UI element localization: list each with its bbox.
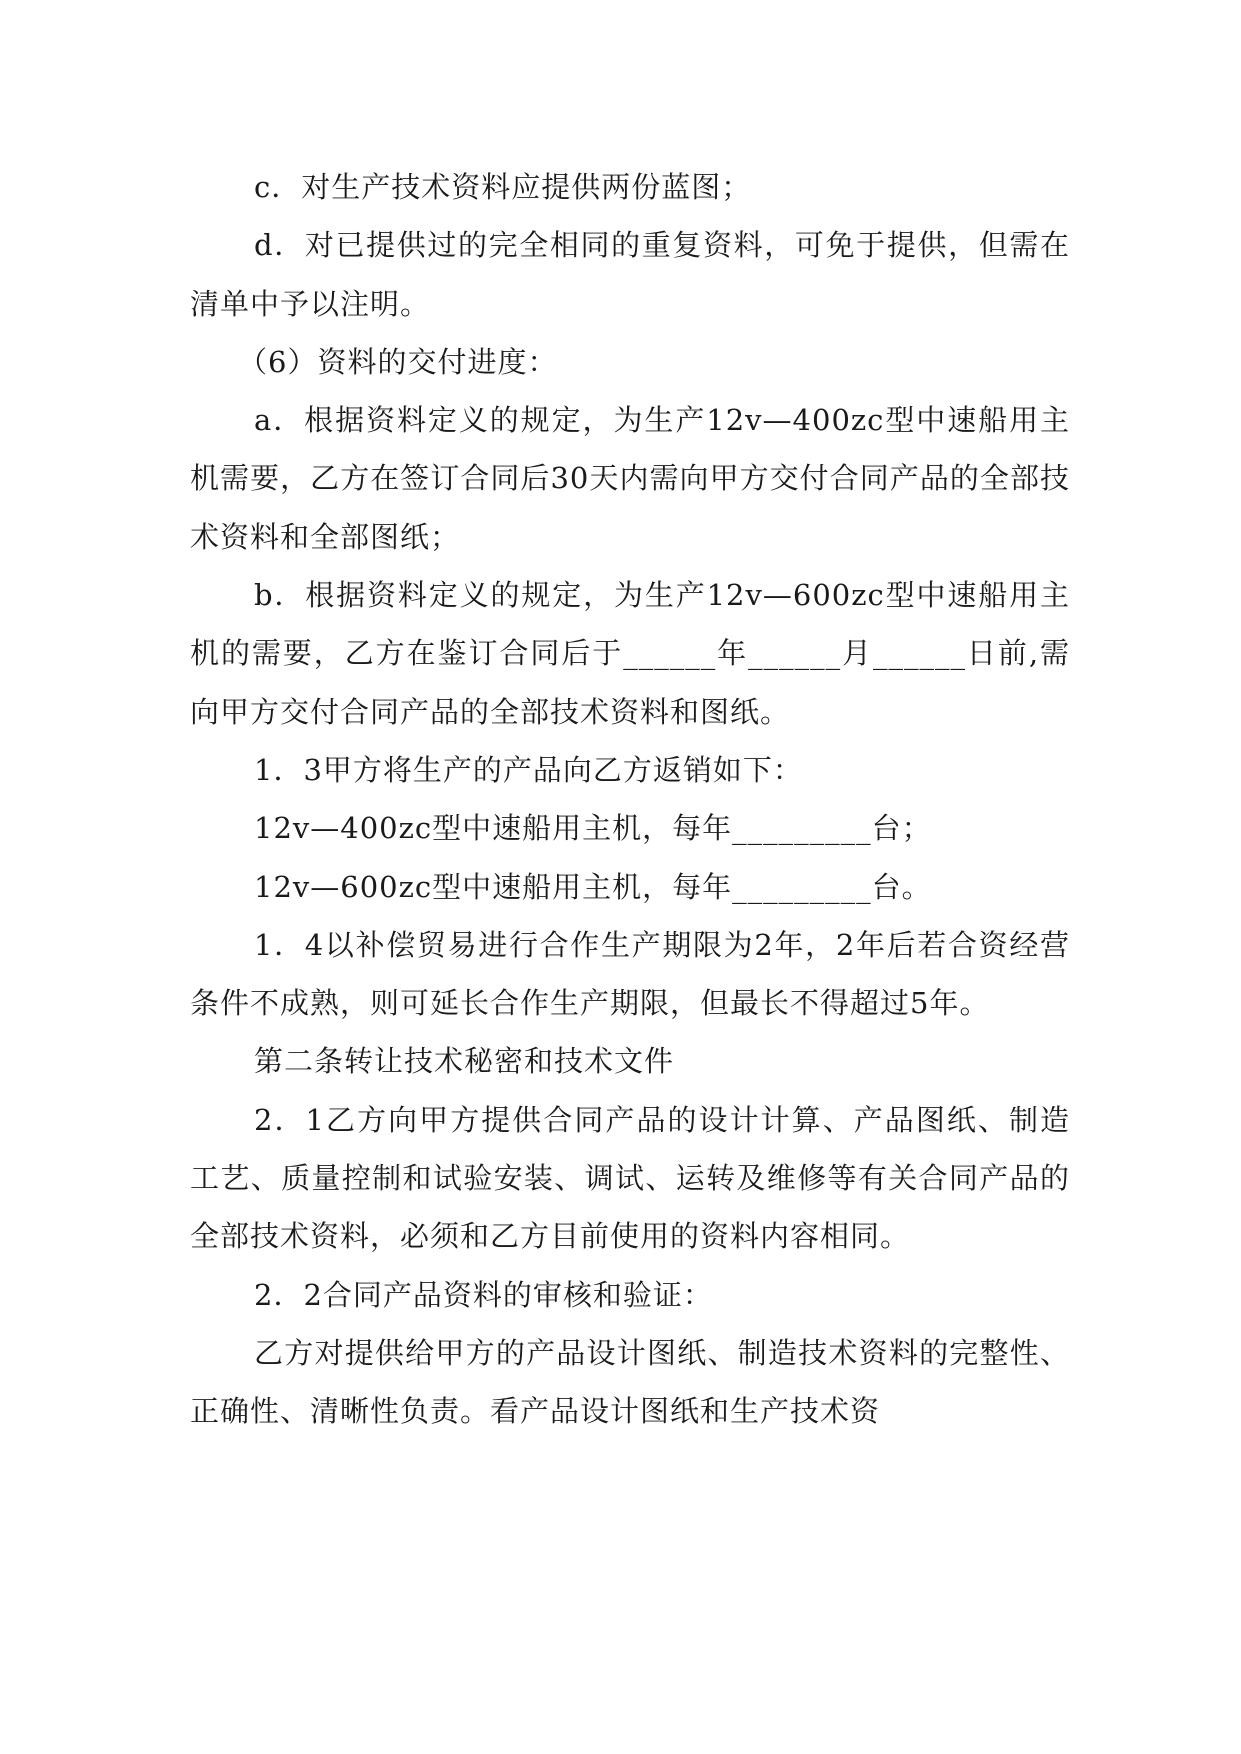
section-heading-article-2: 第二条转让技术秘密和技术文件 [254,1044,675,1079]
paragraph-buyback-400zc: 12v—400zc型中速船用主机，每年_________台； [254,811,932,846]
paragraph-1-4-cooperation-period: 1．4以补偿贸易进行合作生产期限为2年，2年后若合资经营条件不成熟，则可延长合作生产期限，但最长不得超过5年。 [190,927,1070,1021]
paragraph-d-duplicate-materials: d．对已提供过的完全相同的重复资料，可免于提供，但需在清单中予以注明。 [190,228,1070,321]
document-body [190,158,1070,1441]
paragraph-2-2-review-verification: 2．2合同产品资料的审核和验证： [254,1277,713,1312]
paragraph-delivery-schedule-heading: （6）资料的交付进度： [238,344,558,379]
paragraph-2-1-technical-materials: 2．1乙方向甲方提供合同产品的设计计算、产品图纸、制造工艺、质量控制和试验安装、调试、运转及维修等有关合同产品的全部技术资料，必须和乙方目前使用的资料内容相同。 [190,1102,1070,1254]
paragraph-1-3-buyback: 1．3甲方将生产的产品向乙方返销如下： [254,752,803,787]
paragraph-a-delivery-400zc: a．根据资料定义的规定，为生产12v—400zc型中速船用主机需要，乙方在签订合同后30天内需向甲方交付合同产品的全部技术资料和全部图纸； [190,403,1070,554]
paragraph-c-blueprints: c．对生产技术资料应提供两份蓝图； [254,170,752,204]
paragraph-buyback-600zc: 12v—600zc型中速船用主机，每年_________台。 [254,869,932,904]
paragraph-b-delivery-600zc: b．根据资料定义的规定，为生产12v—600zc型中速船用主机的需要，乙方在鉴订合同后于______年______月______日前,需向甲方交付合同产品的全部技术资料和图纸。 [190,578,1070,729]
paragraph-responsibility: 乙方对提供给甲方的产品设计图纸、制造技术资料的完整性、正确性、清晰性负责。看产品设计图纸和生产技术资 [190,1335,1070,1429]
